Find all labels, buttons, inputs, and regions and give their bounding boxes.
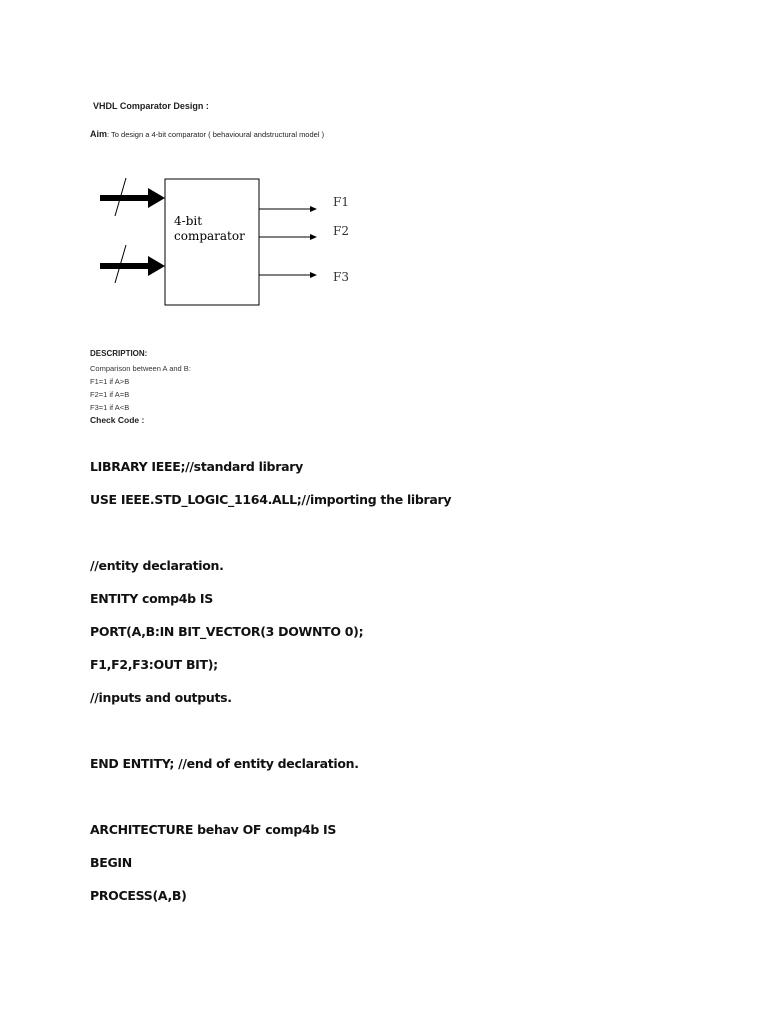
output-f1-arrow <box>259 206 317 212</box>
description-heading: DESCRIPTION: <box>90 349 148 358</box>
aim-line <box>90 129 324 139</box>
aim-label: Aim <box>90 129 108 139</box>
code-line: ARCHITECTURE behav OF comp4b IS <box>90 822 337 837</box>
description-line: F3=1 if A<B <box>90 403 130 412</box>
code-line: F1,F2,F3:OUT BIT); <box>90 657 218 672</box>
comparator-block-diagram <box>90 168 370 318</box>
block-label-line2: comparator <box>174 229 245 243</box>
description-line: F2=1 if A=B <box>90 390 130 399</box>
code-line: PORT(A,B:IN BIT_VECTOR(3 DOWNTO 0); <box>90 624 364 639</box>
input-a-bus-arrow <box>100 178 165 216</box>
code-line: ENTITY comp4b IS <box>90 591 213 606</box>
code-line: //entity declaration. <box>90 558 224 573</box>
output-f1-label: F1 <box>333 195 349 209</box>
code-line: //inputs and outputs. <box>90 690 232 705</box>
output-f3-label: F3 <box>333 270 349 284</box>
output-f2-arrow <box>259 234 317 240</box>
description-line: F1=1 if A>B <box>90 377 130 386</box>
code-line: PROCESS(A,B) <box>90 888 187 903</box>
code-line: END ENTITY; //end of entity declaration. <box>90 756 359 771</box>
output-f2-label: F2 <box>333 224 349 238</box>
block-label-line1: 4-bit <box>174 214 203 228</box>
description-line: Comparison between A and B: <box>90 364 191 373</box>
check-code-label: Check Code : <box>90 415 145 425</box>
input-b-bus-arrow <box>100 245 165 283</box>
output-f3-arrow <box>259 272 317 278</box>
code-line: USE IEEE.STD_LOGIC_1164.ALL;//importing the library <box>90 492 452 507</box>
document-title: VHDL Comparator Design : <box>93 101 209 111</box>
aim-text: : To design a 4-bit comparator ( behavioural andstructural model ) <box>107 130 325 139</box>
code-line: LIBRARY IEEE;//standard library <box>90 459 303 474</box>
code-line: BEGIN <box>90 855 132 870</box>
